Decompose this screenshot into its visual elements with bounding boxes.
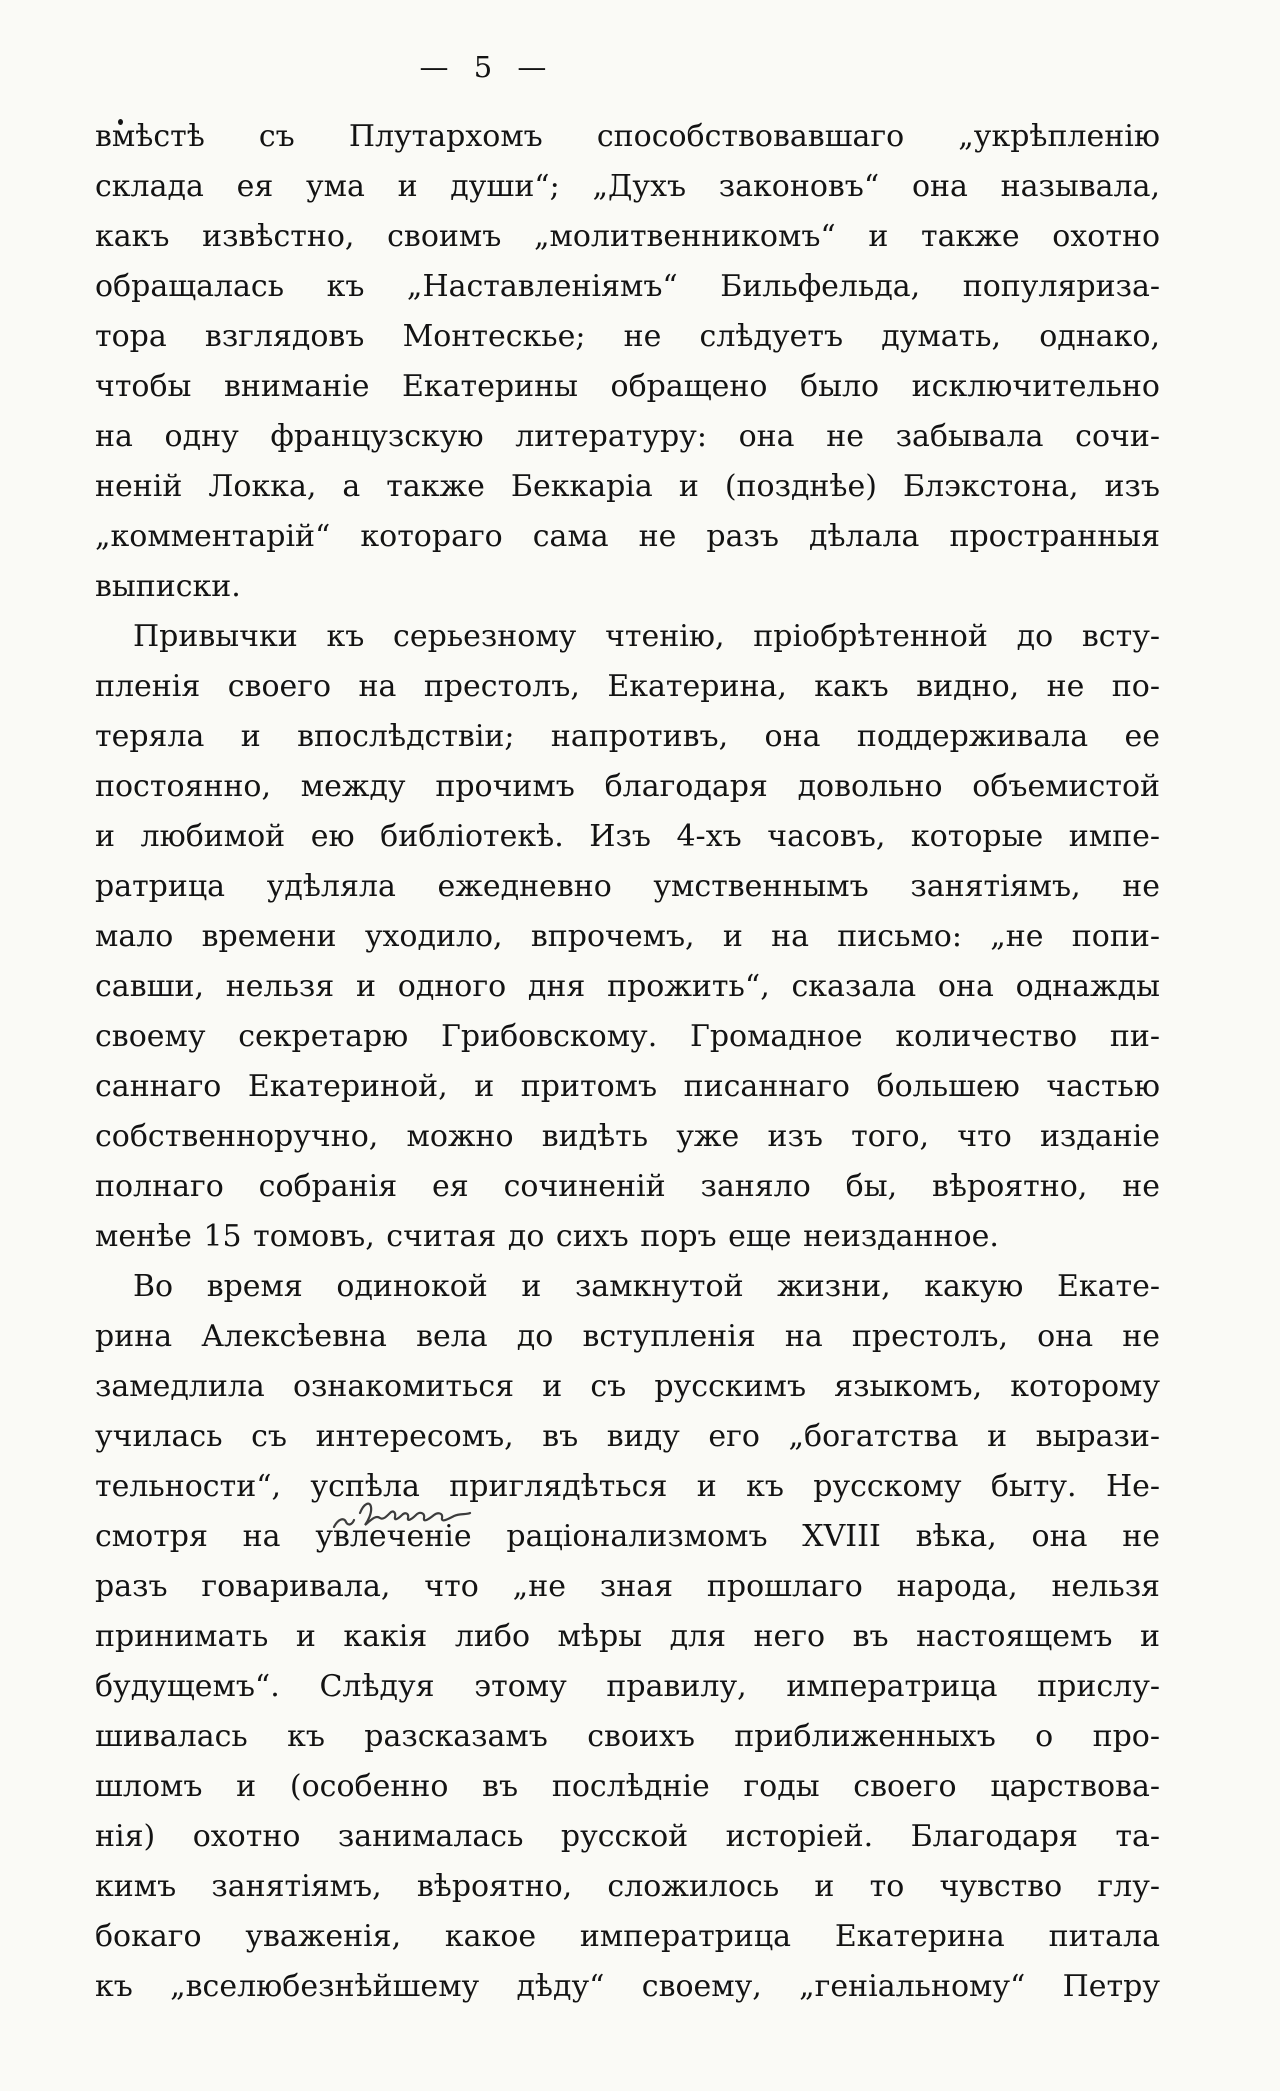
text-line: пленія своего на престолъ, Екатерина, какъ видно, не по-: [95, 669, 1160, 704]
text-line: бокаго уваженія, какое императрица Екатерина питала: [95, 1919, 1160, 1954]
text-line: рина Алексѣевна вела до вступленія на престолъ, она не: [95, 1319, 1160, 1354]
text-line: ратрица удѣляла ежедневно умственнымъ занятіямъ, не: [95, 869, 1160, 904]
text-line: Привычки къ серьезному чтенію, пріобрѣтенной до всту-: [133, 619, 1160, 654]
text-line: и любимой ею библіотекѣ. Изъ 4-хъ часовъ, которые импе-: [95, 819, 1160, 854]
text-line: будущемъ“. Слѣдуя этому правилу, императрица прислу-: [95, 1669, 1160, 1704]
text-line: шивалась къ разсказамъ своихъ приближенныхъ о про-: [95, 1719, 1160, 1754]
text-line: выписки.: [95, 569, 241, 604]
text-line: Во время одинокой и замкнутой жизни, какую Екате-: [133, 1269, 1160, 1304]
text-line: нія) охотно занималась русской исторіей. Благодаря та-: [95, 1819, 1160, 1854]
text-line: постоянно, между прочимъ благодаря довольно объемистой: [95, 769, 1160, 804]
text-line: менѣе 15 томовъ, считая до сихъ поръ еще неизданное.: [95, 1219, 999, 1254]
text-line: склада ея ума и души“; „Духъ законовъ“ она называла,: [95, 169, 1160, 204]
text-line: разъ говаривала, что „не зная прошлаго народа, нельзя: [95, 1569, 1160, 1604]
text-line: мало времени уходило, впрочемъ, и на письмо: „не попи-: [95, 919, 1160, 954]
text-line: саннаго Екатериной, и притомъ писаннаго большею частью: [95, 1069, 1160, 1104]
paragraph: [95, 112, 1160, 612]
page-number: — 5 —: [419, 50, 547, 84]
text-line: къ „вселюбезнѣйшему дѣду“ своему, „геніальному“ Петру: [95, 1969, 1160, 2004]
text-line: „комментарій“ котораго сама не разъ дѣлала пространныя: [95, 519, 1160, 554]
text-line: смотря на увлеченіе раціонализмомъ XVIII вѣка, она не: [95, 1519, 1160, 1554]
paragraph: [95, 1262, 1160, 2012]
text-block: [95, 112, 1160, 2012]
text-line: тельности“, успѣла приглядѣться и къ русскому быту. Не-: [95, 1469, 1160, 1504]
text-line: шломъ и (особенно въ послѣдніе годы своего царствова-: [95, 1769, 1160, 1804]
text-line: собственноручно, можно видѣть уже изъ того, что изданіе: [95, 1119, 1160, 1154]
text-line: обращалась къ „Наставленіямъ“ Бильфельда, популяриза-: [95, 269, 1160, 304]
text-line: своему секретарю Грибовскому. Громадное количество пи-: [95, 1019, 1160, 1054]
text-line: кимъ занятіямъ, вѣроятно, сложилось и то чувство глу-: [95, 1869, 1160, 1904]
text-line: полнаго собранія ея сочиненій заняло бы, вѣроятно, не: [95, 1169, 1160, 1204]
text-line: на одну французскую литературу: она не забывала сочи-: [95, 419, 1160, 454]
text-line: чтобы вниманіе Екатерины обращено было исключительно: [95, 369, 1160, 404]
paragraph: [95, 612, 1160, 1262]
text-line: тора взглядовъ Монтескье; не слѣдуетъ думать, однако,: [95, 319, 1160, 354]
text-line: замедлила ознакомиться и съ русскимъ языкомъ, которому: [95, 1369, 1160, 1404]
text-line: вмѣстѣ съ Плутархомъ способствовавшаго „укрѣпленію: [95, 119, 1160, 154]
text-line: теряла и впослѣдствіи; напротивъ, она поддерживала ее: [95, 719, 1160, 754]
text-line: какъ извѣстно, своимъ „молитвенникомъ“ и также охотно: [95, 219, 1160, 254]
text-line: принимать и какія либо мѣры для него въ настоящемъ и: [95, 1619, 1160, 1654]
text-line: неній Локка, а также Беккаріа и (позднѣе) Блэкстона, изъ: [95, 469, 1160, 504]
text-line: училась съ интересомъ, въ виду его „богатства и вырази-: [95, 1419, 1160, 1454]
text-line: савши, нельзя и одного дня прожить“, сказала она однажды: [95, 969, 1160, 1004]
